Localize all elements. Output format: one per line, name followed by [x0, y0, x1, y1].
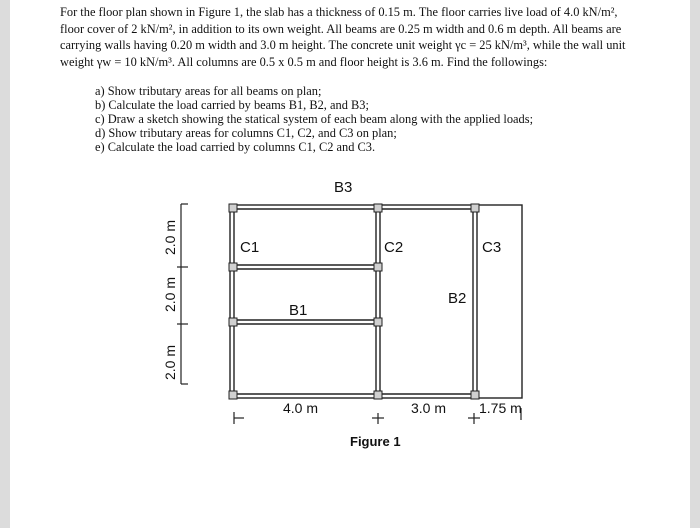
column-marker	[229, 263, 237, 271]
column-marker	[374, 204, 382, 212]
task-a: a) Show tributary areas for all beams on plan;	[95, 84, 322, 98]
vertical-dimension-line	[177, 204, 188, 384]
member-labels	[240, 179, 501, 319]
column-marker	[471, 204, 479, 212]
column-marker	[374, 391, 382, 399]
task-d: d) Show tributary areas for columns C1, C2, and C3 on plan;	[95, 126, 397, 140]
v-dim-label-top: 2.0 m	[162, 219, 178, 255]
intro-line-1: For the floor plan shown in Figure 1, the slab has a thickness of 0.15 m. The floor carries live load of 4.0 kN/m²,	[60, 5, 618, 19]
column-marker	[374, 318, 382, 326]
plan-grid-lines	[230, 205, 522, 398]
column-marker	[229, 391, 237, 399]
columns	[229, 204, 479, 399]
h-dim-label-1: 4.0 m	[283, 400, 319, 416]
intro-line-4: weight γw = 10 kN/m³. All columns are 0.5 x 0.5 m and floor height is 3.6 m. Find the followings:	[60, 54, 548, 69]
intro-line-3: carrying walls having 0.20 m width and 3.0 m height. The concrete unit weight γc = 25 kN/m³, while the wall unit	[60, 38, 626, 53]
h-dim-label-2: 3.0 m	[411, 400, 447, 416]
figure-caption: Figure 1	[350, 434, 401, 449]
task-e: e) Calculate the load carried by columns C1, C2 and C3.	[95, 140, 376, 154]
h-dim-label-3: 1.75 m	[479, 400, 522, 416]
column-marker	[229, 204, 237, 212]
column-marker	[471, 391, 479, 399]
task-c: c) Draw a sketch showing the statical system of each beam along with the applied loads;	[95, 112, 534, 126]
column-label-c3: C3	[482, 239, 502, 256]
column-marker	[374, 263, 382, 271]
column-label-c2: C2	[384, 239, 404, 256]
column-label-c1: C1	[240, 239, 260, 256]
beam-label-b2: B2	[448, 290, 467, 307]
vertical-dimension-labels	[162, 220, 178, 380]
horizontal-dimension-ticks	[234, 408, 521, 424]
intro-line-2: floor cover of 2 kN/m², in addition to its own weight. All beams are 0.25 m width and 0.6 m depth. All beams are	[60, 21, 622, 36]
beam-label-b1: B1	[289, 302, 308, 319]
v-dim-label-bottom: 2.0 m	[162, 344, 178, 380]
v-dim-label-middle: 2.0 m	[162, 276, 178, 312]
beam-label-b3: B3	[334, 179, 353, 196]
horizontal-dimension-labels	[283, 400, 522, 416]
task-b: b) Calculate the load carried by beams B1, B2, and B3;	[95, 98, 369, 112]
column-marker	[229, 318, 237, 326]
